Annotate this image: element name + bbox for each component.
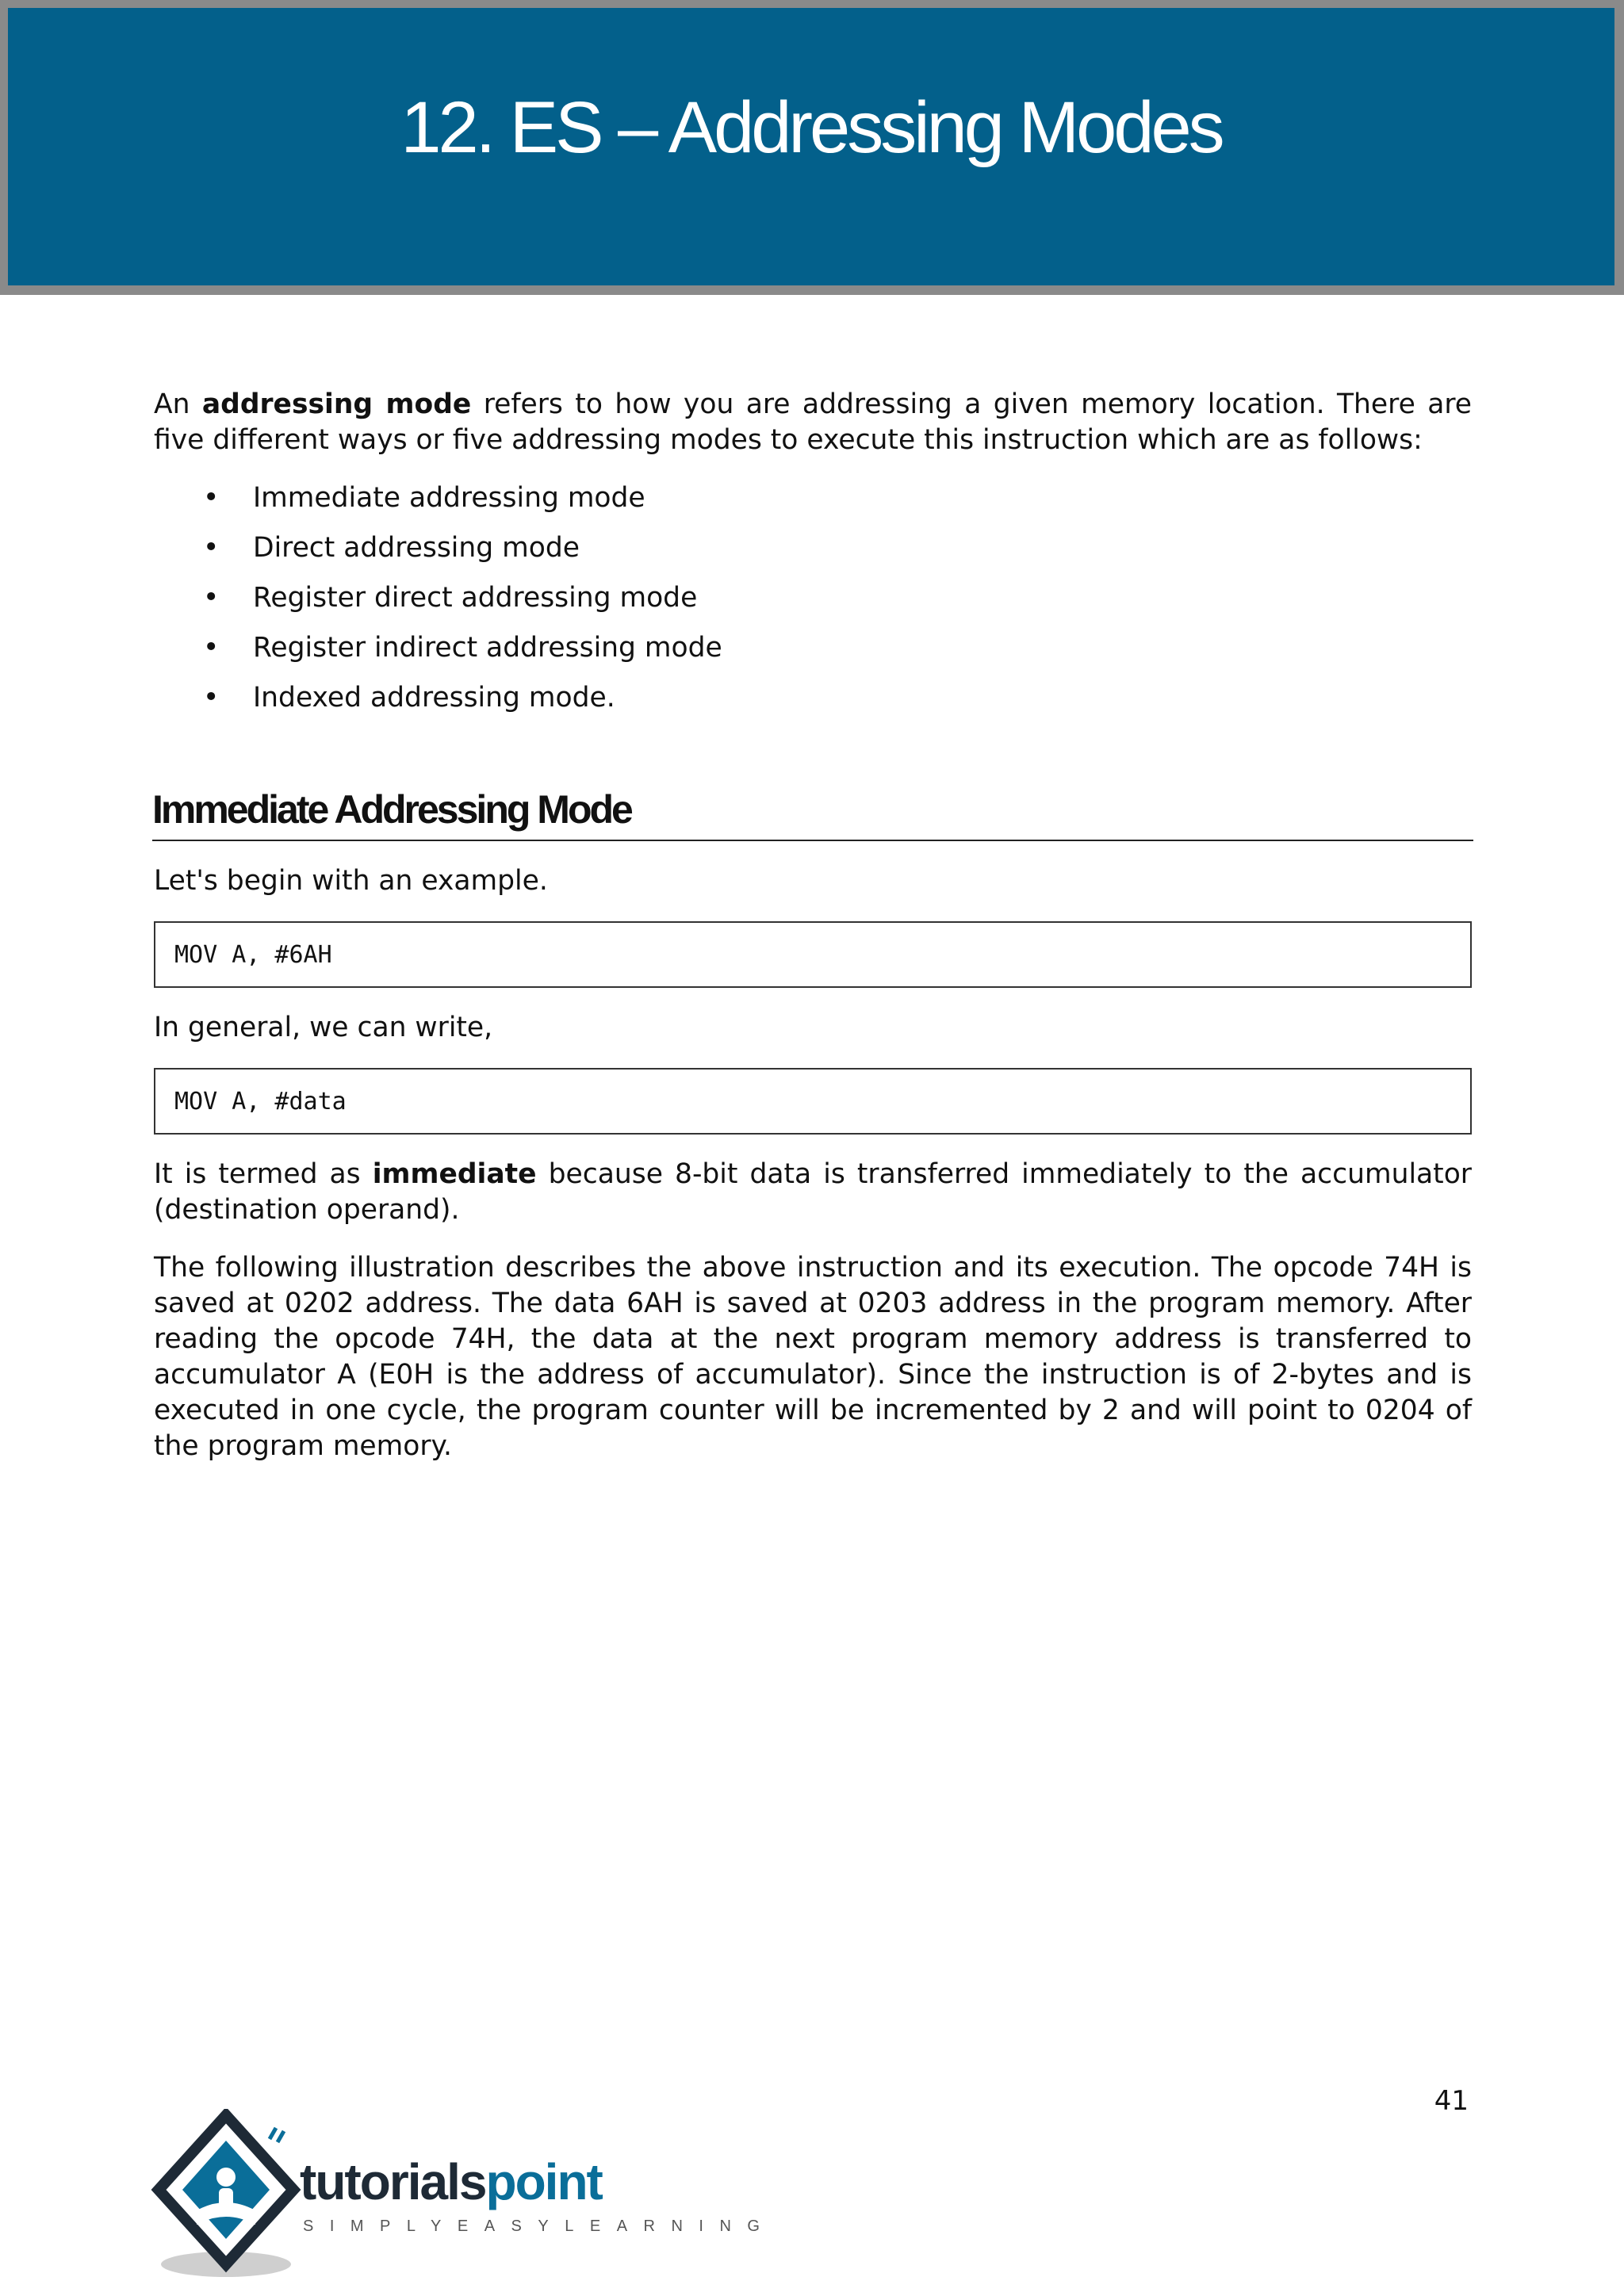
intro-bold-term: addressing mode (201, 388, 472, 420)
chapter-header-panel (8, 8, 1614, 285)
list-item (154, 530, 1472, 580)
page-content (154, 387, 1472, 1487)
intro-prefix: An (154, 388, 202, 420)
list-item-label: Register indirect addressing mode (253, 632, 722, 664)
chapter-header (0, 0, 1624, 295)
logo-emblem-icon (151, 2109, 301, 2283)
code-text: MOV A, #6AH (174, 940, 332, 969)
bullet-icon: • (203, 632, 220, 664)
list-item-label: Register direct addressing mode (253, 582, 698, 614)
bullet-icon: • (203, 582, 220, 614)
section-paragraph-2: In general, we can write, (154, 1012, 493, 1043)
code-block-1 (154, 921, 1472, 988)
section-paragraph-4: The following illustration describes the above instruction and its execution. The opcode 74H is saved at 0202 address. The data 6AH is saved at 0203 address in the program memory. After reading the opcode 74H, the data at the next program memory address is transferred to accumulator A (E0H is the address of accumulator). Since the instruction is of 2-bytes and is executed in one cycle, the program counter will be incremented by 2 and will point to 0204 of the program memory. (154, 1252, 1472, 1462)
list-item (154, 480, 1472, 530)
addressing-modes-list (154, 480, 1472, 730)
list-item (154, 680, 1472, 730)
p3-rest: because 8-bit data is transferred immediately to the accumulator (destination operand). (154, 1158, 1472, 1226)
code-block-2 (154, 1068, 1472, 1135)
list-item-label: Indexed addressing mode. (253, 682, 615, 714)
logo-tagline: SIMPLYEASYLEARNING (303, 2218, 776, 2235)
logo-wordmark (300, 2153, 602, 2210)
section-paragraph-1: Let's begin with an example. (154, 865, 548, 897)
chapter-title: 12. ES – Addressing Modes (400, 87, 1222, 168)
bullet-icon: • (203, 532, 220, 564)
intro-rest: refers to how you are addressing a given memory location. There are five different ways or five addressing modes to execute this instruction which are as follows: (154, 388, 1472, 456)
p3-prefix: It is termed as (154, 1158, 373, 1190)
page-number: 41 (1434, 2085, 1469, 2117)
publisher-logo (151, 2109, 776, 2283)
logo-word-tutorials: tutorials (300, 2153, 486, 2210)
list-item (154, 580, 1472, 630)
bullet-icon: • (203, 682, 220, 714)
list-item (154, 630, 1472, 680)
intro-paragraph (154, 387, 1472, 458)
list-item-label: Immediate addressing mode (253, 482, 645, 514)
bullet-icon: • (203, 482, 220, 514)
logo-word-point: point (485, 2153, 602, 2210)
section-paragraph-3 (154, 1157, 1472, 1228)
list-item-label: Direct addressing mode (253, 532, 580, 564)
section-heading: Immediate Addressing Mode (152, 786, 1473, 841)
code-text: MOV A, #data (174, 1087, 347, 1115)
p3-bold-term: immediate (372, 1158, 537, 1190)
